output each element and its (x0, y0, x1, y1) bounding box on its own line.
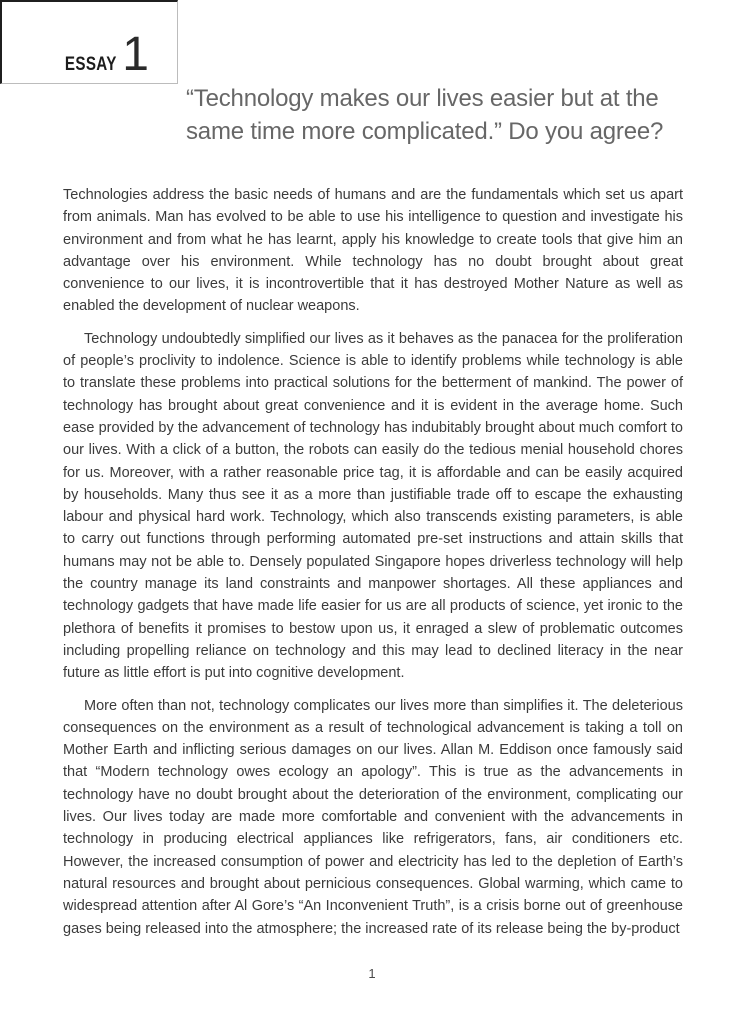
essay-title-line-1: “Technology makes our lives easier but at the (186, 85, 659, 112)
essay-header-box (0, 0, 178, 84)
essay-paragraph-1: Technologies address the basic needs of humans and are the fundamentals which set us apart from animals. Man has evolved to be able to use his intelligence to question and investigate his environment and from what he has learnt, apply his knowledge to create tools that give him an advantage over his environment. While technology has no doubt brought about great convenience to our lives, it is incontrovertible that it has destroyed Mother Nature as well as enabled the development of nuclear weapons. (63, 187, 683, 315)
page-number: 1 (368, 966, 376, 981)
essay-title-line-2: same time more complicated.” Do you agree? (186, 118, 664, 145)
essay-paragraph-2: Technology undoubtedly simplified our lives as it behaves as the panacea for the proliferation of people’s proclivity to indolence. Science is able to identify problems while technology is able to translate these problems into practical solutions for the betterment of mankind. The power of technology has brought about great convenience and it is evident in the average home. Such ease provided by the advancement of technology has indubitably brought about much comfort to our lives. With a click of a button, the robots can easily do the tedious menial household chores for us. Moreover, with a rather reasonable price tag, it is affordable and can be easily acquired by households. Many thus see it as a more than justifiable trade off to escape the exhausting labour and physical hard work. Technology, which also transcends existing parameters, is able to carry out functions through performing automated pre-set instructions and attain skills that humans may not be able to. Densely populated Singapore hopes driverless technology will help the country manage its land constraints and manpower shortages. All these appliances and technology gadgets that have made life easier for us are all products of science, yet ironic to the plethora of benefits it promises to bestow upon us, it enraged a slew of problematic outcomes including propelling reliance on technology and this may lead to declined literacy in the near future as little effort is put into cognitive development. (63, 330, 683, 682)
essay-title (186, 82, 686, 148)
essay-number: 1 (122, 28, 149, 81)
essay-label: ESSAY (65, 54, 117, 75)
essay-paragraph-3: More often than not, technology complicates our lives more than simplifies it. The deleterious consequences on the environment as a result of technological advancement is taking a toll on Mother Earth and inflicting serious damages on our lives. Allan M. Eddison once famously said that “Modern technology owes ecology an apology”. This is true as the advancements in technology have no doubt brought about the deterioration of the environment, complicating our lives. Our lives today are made more comfortable and convenient with the advancements in technology in producing electrical appliances like refrigerators, fans, air conditioners etc. However, the increased consumption of power and electricity has led to the depletion of Earth’s natural resources and brought about pernicious consequences. Global warming, which came to widespread attention after Al Gore’s “An Inconvenient Truth”, is a crisis borne out of greenhouse gases being released into the atmosphere; the increased rate of its release being the by-product (63, 697, 683, 937)
essay-body (63, 184, 683, 950)
